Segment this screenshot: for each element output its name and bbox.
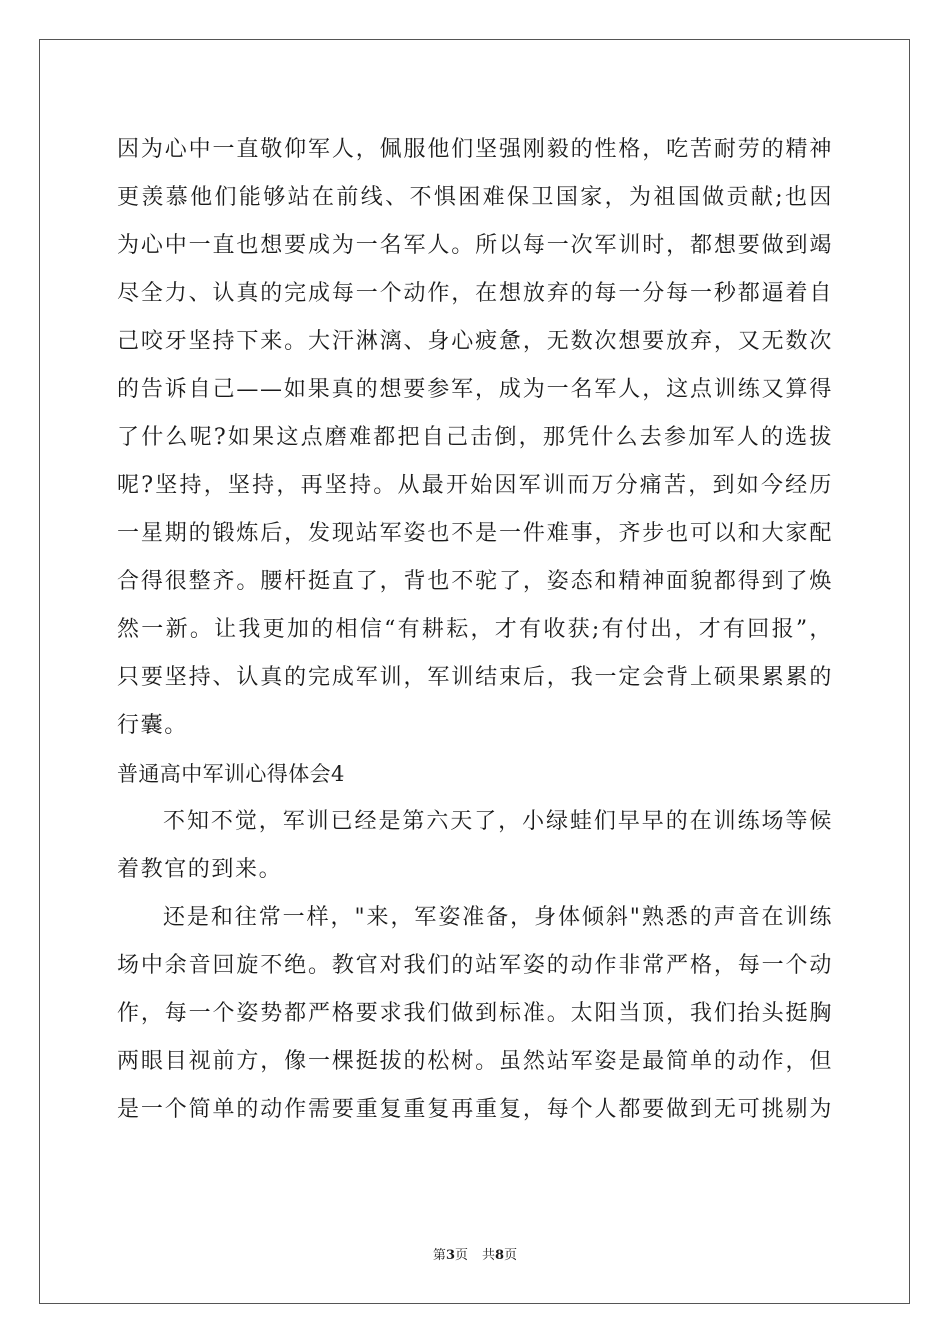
page-suffix: 页 xyxy=(454,1248,468,1263)
total-prefix: 共 xyxy=(482,1248,496,1263)
text-line: 己咬牙坚持下来。大汗淋漓、身心疲惫，无数次想要放弃，又无数次 xyxy=(117,329,833,354)
total-suffix: 页 xyxy=(504,1248,518,1263)
document-body xyxy=(117,126,833,1134)
page-prefix: 第 xyxy=(432,1248,446,1263)
text-line: 呢?坚持，坚持，再坚持。从最开始因军训而万分痛苦，到如今经历 xyxy=(117,473,833,498)
page-footer xyxy=(0,1247,950,1265)
text-line: 两眼目视前方，像一棵挺拔的松树。虽然站军姿是最简单的动作，但 xyxy=(117,1049,833,1074)
text-line: 场中余音回旋不绝。教官对我们的站军姿的动作非常严格，每一个动 xyxy=(117,953,833,978)
page-current: 3 xyxy=(445,1248,455,1263)
text-line: 更羡慕他们能够站在前线、不惧困难保卫国家，为祖国做贡献;也因 xyxy=(117,185,833,210)
text-line: 作，每一个姿势都严格要求我们做到标准。太阳当顶，我们抬头挺胸 xyxy=(117,1001,833,1026)
text-line: 不知不觉，军训已经是第六天了，小绿蛙们早早的在训练场等候 xyxy=(163,809,833,834)
text-line: 的告诉自己——如果真的想要参军，成为一名军人，这点训练又算得 xyxy=(117,377,833,402)
section-heading: 普通高中军训心得体会4 xyxy=(117,762,345,786)
page-total xyxy=(482,1248,517,1263)
text-line: 为心中一直也想要成为一名军人。所以每一次军训时，都想要做到竭 xyxy=(117,233,833,258)
text-line: 行囊。 xyxy=(117,713,188,738)
text-line: 只要坚持、认真的完成军训，军训结束后，我一定会背上硕果累累的 xyxy=(117,665,833,690)
text-line: 着教官的到来。 xyxy=(117,857,283,882)
text-line: 合得很整齐。腰杆挺直了，背也不驼了，姿态和精神面貌都得到了焕 xyxy=(117,569,833,594)
total-count: 8 xyxy=(495,1248,505,1263)
text-line: 一星期的锻炼后，发现站军姿也不是一件难事，齐步也可以和大家配 xyxy=(117,521,833,546)
text-line: 了什么呢?如果这点磨难都把自己击倒，那凭什么去参加军人的选拔 xyxy=(117,425,833,450)
text-line: 因为心中一直敬仰军人，佩服他们坚强刚毅的性格，吃苦耐劳的精神 xyxy=(117,137,833,162)
page-number xyxy=(433,1248,468,1263)
text-line: 尽全力、认真的完成每一个动作，在想放弃的每一分每一秒都逼着自 xyxy=(117,281,833,306)
text-line: 还是和往常一样，"来，军姿准备，身体倾斜"熟悉的声音在训练 xyxy=(163,905,833,930)
text-line: 然一新。让我更加的相信“有耕耘，才有收获;有付出，才有回报”， xyxy=(117,617,833,642)
text-line: 是一个简单的动作需要重复重复再重复，每个人都要做到无可挑剔为 xyxy=(117,1097,833,1122)
